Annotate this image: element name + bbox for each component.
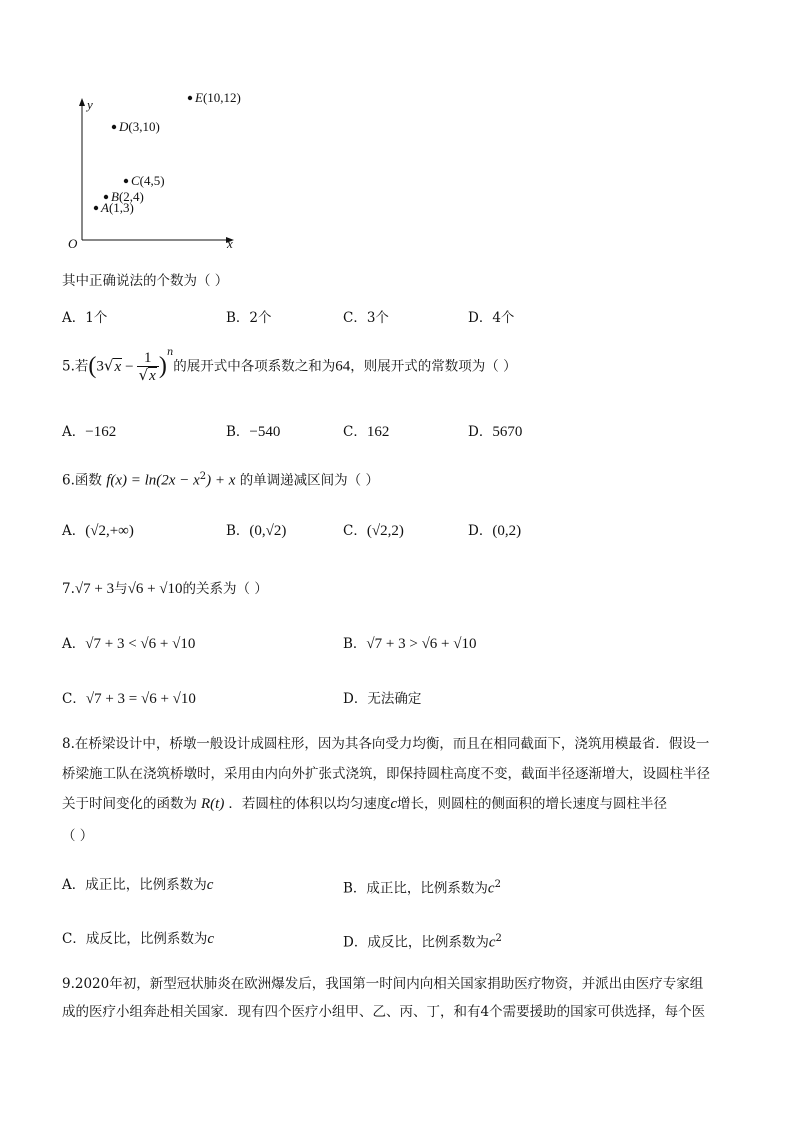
point-d (112, 125, 116, 129)
q7-option-c: C．√7 + 3 = √6 + √10 (62, 691, 196, 707)
q9-line2: 成的医疗小组奔赴相关国家．现有四个医疗小组甲、乙、丙、丁，和有4个需要援助的国家可供选择，每个医 (62, 1004, 706, 1020)
point-c (124, 179, 128, 183)
q7-option-b: B．√7 + 3 > √6 + √10 (343, 636, 477, 652)
point-a (94, 206, 98, 210)
q6-option-c: C．(√2,2) (343, 523, 404, 539)
q4-option-d: D．4个 (468, 310, 515, 326)
q4-option-c: C．3个 (343, 310, 389, 326)
q5-stem: 5.若(3√x − $\frac{1}{√x}$ )$^n$的展开式中各项系数之和为64，则展开式的常数项为（ ） (62, 347, 517, 384)
q8-line3: 关于时间变化的函数为 R(t) ．若圆柱的体积以均匀速度c增长，则圆柱的侧面积的增长速度与圆柱半径 (62, 796, 667, 812)
point-label-c: C(4,5) (131, 173, 165, 188)
q5-option-b: B．−540 (226, 424, 281, 440)
q7-option-a: A．√7 + 3 < √6 + √10 (62, 636, 196, 652)
point-label-a: A(1,3) (101, 200, 134, 215)
point-e (188, 96, 192, 100)
point-b (104, 195, 108, 199)
point-label-b: B(2,4) (111, 189, 144, 204)
q8-line4: （ ） (62, 828, 94, 844)
q8-option-a: A．成正比，比例系数为c (62, 877, 214, 893)
q4-option-b: B．2个 (226, 310, 272, 326)
q5-option-c: C．162 (343, 424, 390, 440)
q5-option-d: D．5670 (468, 424, 523, 440)
q7-option-d: D．无法确定 (343, 691, 422, 707)
point-label-d: D(3,10) (119, 119, 160, 134)
q4-prompt: 其中正确说法的个数为（ ） (62, 273, 229, 289)
q8-line1: 8.在桥梁设计中，桥墩一般设计成圆柱形，因为其各向受力均衡，而且在相同截面下，浇筑用模最省．假设一 (62, 736, 710, 752)
q8-option-b: B．成正比，比例系数为$c^2$ (343, 879, 501, 897)
q6-option-a: A．(√2,+∞) (62, 523, 134, 539)
q8-line2: 桥梁施工队在浇筑桥墩时，采用由内向外扩张式浇筑，即保持圆柱高度不变，截面半径逐渐增大，设圆柱半径 (62, 766, 710, 782)
q8-option-c: C．成反比，比例系数为c (62, 931, 215, 947)
coordinate-graph (60, 90, 260, 252)
q6-option-b: B．(0,√2) (226, 523, 287, 539)
x-axis-label: x (227, 236, 233, 251)
q9-line1: 9.2020年初，新型冠状肺炎在欧洲爆发后，我国第一时间内向相关国家捐助医疗物资，并派出由医疗专家组 (62, 976, 704, 992)
q6-option-d: D．(0,2) (468, 523, 522, 539)
q5-option-a: A．−162 (62, 424, 117, 440)
point-label-e: E(10,12) (195, 90, 241, 105)
q7-stem: 7.√7 + 3与√6 + √10的关系为（ ） (62, 581, 268, 597)
y-axis-label: y (87, 97, 93, 112)
q6-stem: 6.函数 $f(x) = \ln(2x - x^2) + x$ 的单调递减区间为（ ） (62, 471, 379, 489)
origin-label: O (68, 236, 78, 251)
y-axis-arrow (79, 98, 85, 106)
q8-option-d: D．成反比，比例系数为$c^2$ (343, 933, 502, 951)
q4-option-a: A．1个 (62, 310, 108, 326)
